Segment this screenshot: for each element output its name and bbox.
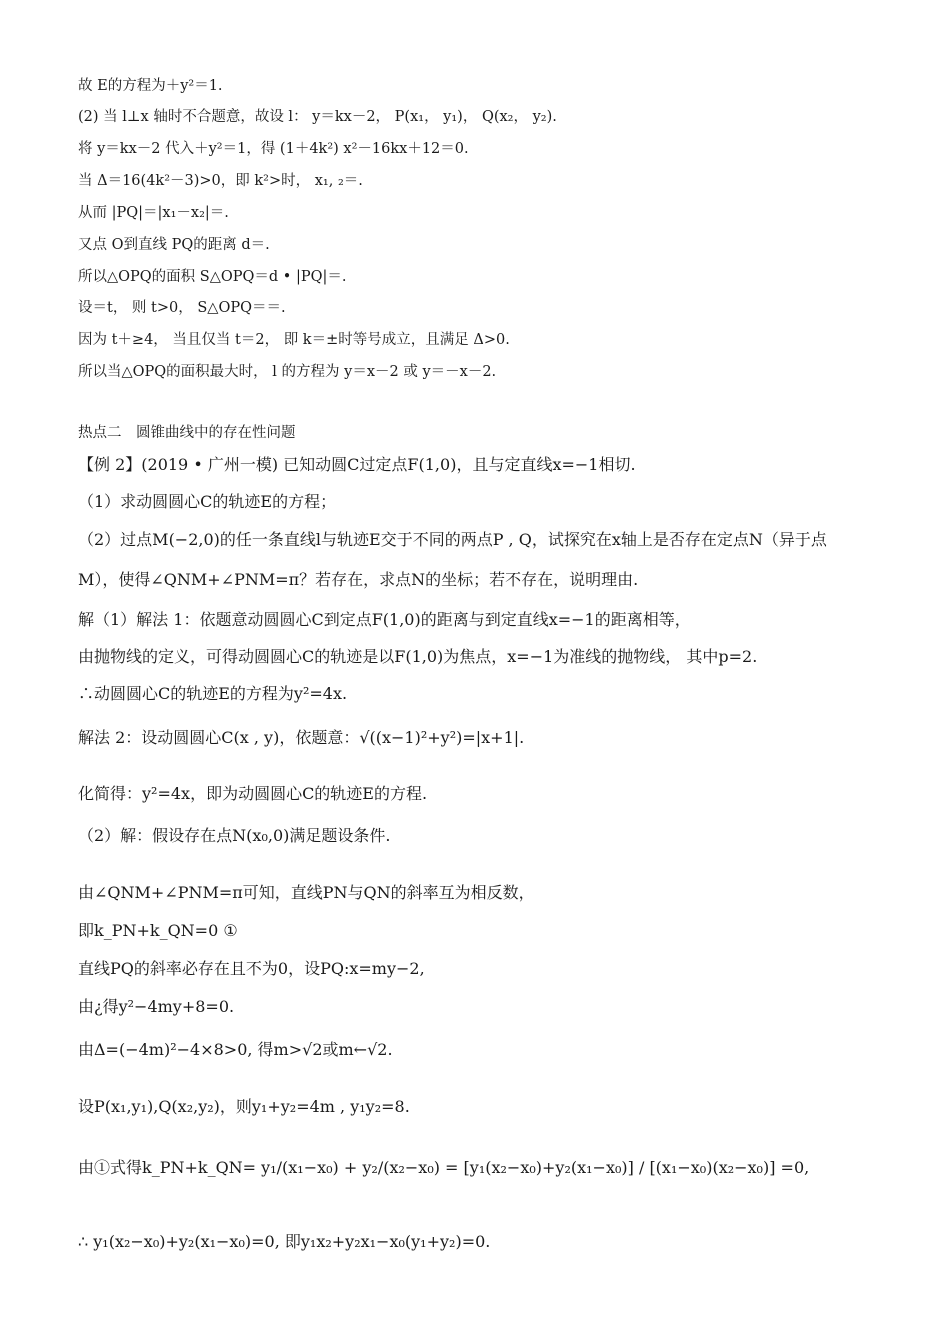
text-line: （2）过点M(−2,0)的任一条直线l与轨迹E交于不同的两点P , Q，试探究在x轴上是否存在定点N（异于点	[78, 530, 827, 549]
text-line: (2) 当 l⊥x 轴时不合题意，故设 l： y＝kx－2， P(x₁， y₁)， Q(x₂， y₂).	[78, 109, 557, 125]
text-line: 直线PQ的斜率必存在且不为0，设PQ:x=my−2,	[78, 959, 425, 978]
section-heading: 热点二 圆锥曲线中的存在性问题	[78, 425, 296, 441]
text-line: 所以当△OPQ的面积最大时， l 的方程为 y＝x－2 或 y＝－x－2.	[78, 364, 497, 380]
text-line: 设P(x₁,y₁),Q(x₂,y₂)，则y₁+y₂=4m , y₁y₂=8.	[78, 1097, 410, 1116]
text-line: 由Δ=(−4m)²−4×8>0, 得m>√2或m←√2.	[78, 1040, 393, 1059]
text-line: 解法 2：设动圆圆心C(x , y)，依题意：√((x−1)²+y²)=|x+1|.	[78, 728, 525, 747]
text-line: 将 y＝kx－2 代入＋y²＝1，得 (1＋4k²) x²－16kx＋12＝0.	[78, 141, 469, 157]
text-line: （1）求动圆圆心C的轨迹E的方程；	[78, 492, 337, 511]
text-line: 从而 |PQ|＝|x₁－x₂|＝.	[78, 205, 229, 221]
text-line: 又点 O到直线 PQ的距离 d＝.	[78, 237, 270, 253]
text-line: 所以△OPQ的面积 S△OPQ＝d • |PQ|＝.	[78, 269, 347, 285]
text-line: 由¿得y²−4my+8=0.	[78, 997, 235, 1016]
text-line: M），使得∠QNM+∠PNM=π？若存在，求点N的坐标；若不存在，说明理由.	[78, 570, 639, 589]
text-line: 化简得：y²=4x，即为动圆圆心C的轨迹E的方程.	[78, 784, 428, 803]
text-line: 即k_PN+k_QN=0 ①	[78, 921, 238, 940]
text-line: 由∠QNM+∠PNM=π可知，直线PN与QN的斜率互为相反数，	[78, 883, 535, 902]
text-line: 由抛物线的定义，可得动圆圆心C的轨迹是以F(1,0)为焦点，x=−1为准线的抛物线， 其中p=2.	[78, 647, 758, 666]
text-line: 因为 t＋≥4， 当且仅当 t＝2， 即 k＝±时等号成立，且满足 Δ>0.	[78, 332, 510, 348]
text-line: （2）解：假设存在点N(x₀,0)满足题设条件.	[78, 826, 391, 845]
text-line: 设＝t， 则 t>0， S△OPQ＝＝.	[78, 300, 286, 316]
example-title: 【例 2】(2019 • 广州一模) 已知动圆C过定点F(1,0)，且与定直线x=−1相切.	[78, 455, 636, 474]
formula-line: 由①式得k_PN+k_QN= y₁/(x₁−x₀) + y₂/(x₂−x₀) = [y₁(x₂−x₀)+y₂(x₁−x₀)] / [(x₁−x₀)(x₂−x₀)] =0,	[78, 1158, 810, 1177]
text-line: 故 E的方程为＋y²＝1.	[78, 78, 223, 94]
text-line: 当 Δ＝16(4k²－3)>0，即 k²>时， x₁, ₂＝.	[78, 173, 363, 189]
text-line: 解（1）解法 1：依题意动圆圆心C到定点F(1,0)的距离与到定直线x=−1的距离相等，	[78, 610, 691, 629]
formula-line: ∴ y₁(x₂−x₀)+y₂(x₁−x₀)=0, 即y₁x₂+y₂x₁−x₀(y₁+y₂)=0.	[78, 1232, 491, 1251]
text-line: ∴动圆圆心C的轨迹E的方程为y²=4x.	[78, 684, 348, 703]
